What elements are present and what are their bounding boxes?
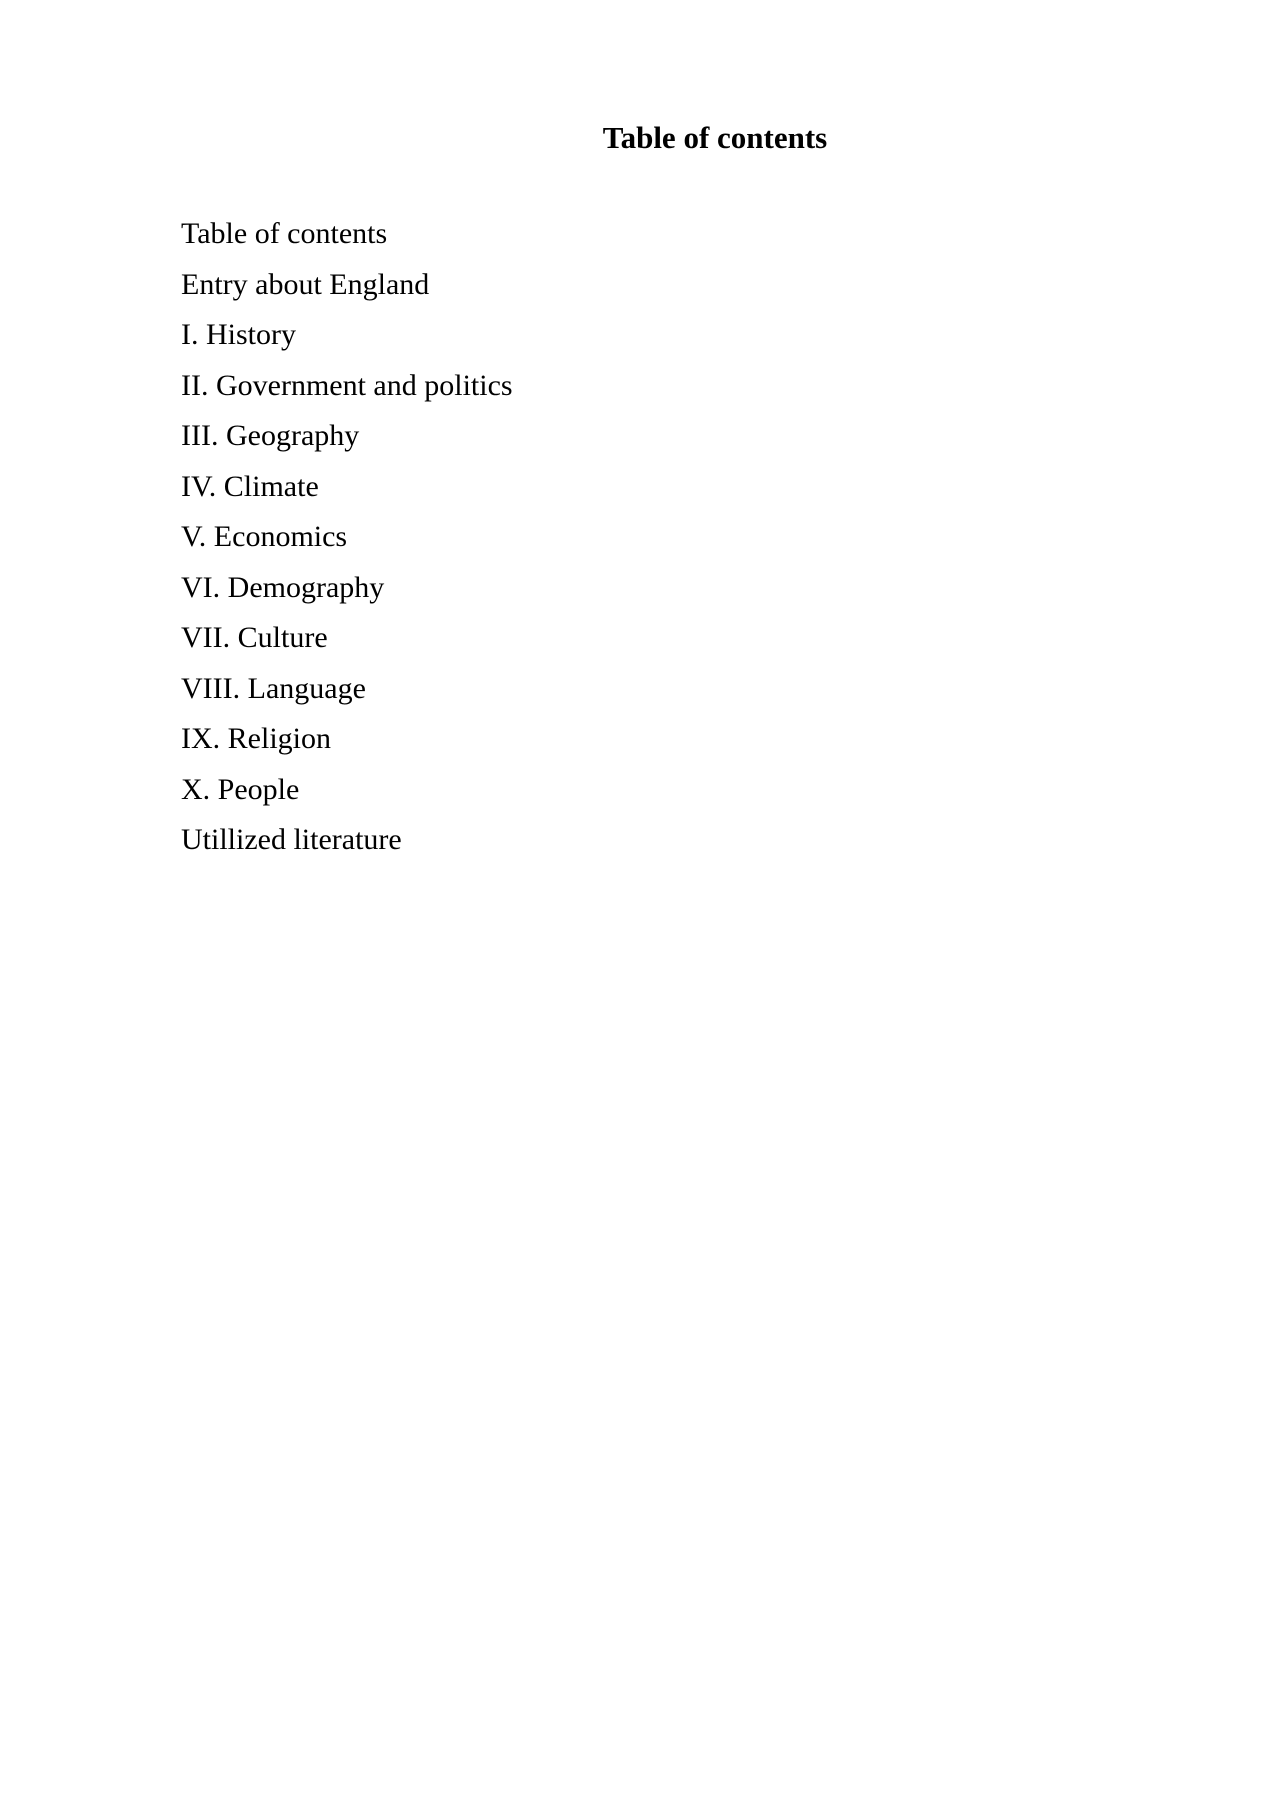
page-title: Table of contents [602, 120, 828, 155]
toc-item: Utillized literature [181, 823, 402, 856]
toc-item: IV. Climate [181, 469, 319, 503]
toc-item: IX. Religion [181, 722, 331, 755]
table-of-contents [181, 209, 513, 866]
toc-item: X. People [181, 772, 300, 806]
toc-item: V. Economics [181, 520, 348, 553]
toc-item: VI. Demography [181, 570, 385, 604]
toc-item: II. Government and politics [181, 368, 513, 402]
toc-item: Entry about England [181, 267, 430, 301]
toc-item: III. Geography [181, 419, 360, 452]
toc-item: I. History [181, 318, 296, 351]
toc-item: Table of contents [181, 217, 388, 250]
toc-item: VII. Culture [181, 621, 328, 654]
toc-item: VIII. Language [181, 671, 366, 705]
